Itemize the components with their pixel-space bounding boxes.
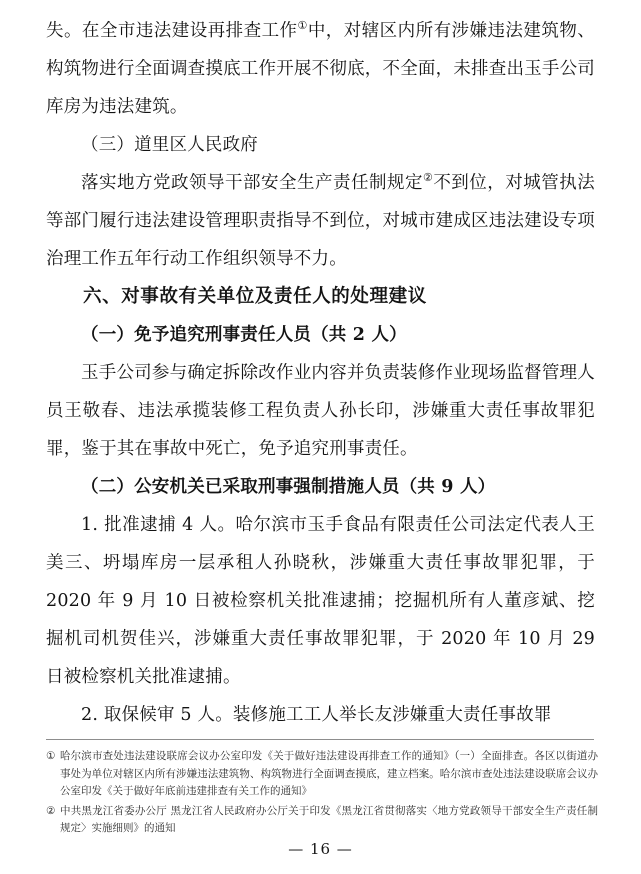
footnote-ref-1: ① xyxy=(297,19,308,33)
subsection-heading-two: （二）公安机关已采取刑事强制措施人员（共 9 人） xyxy=(81,477,496,497)
paragraph-8: 1. 批准逮捕 4 人。哈尔滨市玉手食品有限责任公司法定代表人王美三、坍塌库房一层承租人孙晓秋，涉嫌重大责任事故罪犯罪，于 2020 年 9 月 10 日被检察机关批准逮捕；挖掘机所有人董彦斌、挖掘机司机贺佳兴，涉嫌重大责任事故罪犯罪，于 2020 年 10 月 29 日被检察机关批准逮捕。 xyxy=(46,515,595,687)
footnote-2 xyxy=(46,803,598,838)
footnote-area xyxy=(46,748,598,840)
footnote-marker-1: ① xyxy=(46,750,56,762)
paragraph-1: 失。在全市违法建设再排查工作①中，对辖区内所有涉嫌违法建筑物、构筑物进行全面调查摸底工作开展不彻底，不全面，未排查出玉手公司库房为违法建筑。 xyxy=(46,19,595,117)
section-heading-six: 六、对事故有关单位及责任人的处理建议 xyxy=(83,286,427,307)
document-body xyxy=(46,12,595,734)
footnote-ref-2: ② xyxy=(422,171,434,185)
paragraph-9: 2. 取保候审 5 人。装修施工工人举长友涉嫌重大责任事故罪 xyxy=(81,705,552,725)
footnote-1 xyxy=(46,748,598,801)
footnote-text-2: 中共黑龙江省委办公厅 黑龙江省人民政府办公厅关于印发《黑龙江省贯彻落实〈地方党政领导干部安全生产责任制规定〉实施细则》的通知 xyxy=(60,804,598,834)
page-number: — 16 — xyxy=(288,840,353,858)
footnote-divider xyxy=(46,739,594,740)
paragraph-3: 落实地方党政领导干部安全生产责任制规定②不到位，对城管执法等部门履行违法建设管理职责指导不到位，对城市建成区违法建设专项治理工作五年行动工作组织领导不力。 xyxy=(46,171,595,269)
footnote-marker-2: ② xyxy=(46,804,56,817)
paragraph-6: 玉手公司参与确定拆除改作业内容并负责装修作业现场监督管理人员王敬春、违法承揽装修工程负责人孙长印，涉嫌重大责任事故罪犯罪，鉴于其在事故中死亡，免予追究刑事责任。 xyxy=(46,363,595,459)
paragraph-2: （三）道里区人民政府 xyxy=(81,135,258,155)
footnote-text-1: 哈尔滨市查处违法建设联席会议办公室印发《关于做好违法建设再排查工作的通知》（一）全面排查。各区以街道办事处为单位对辖区内所有涉嫌违法建筑物、构筑物进行全面调查摸底，建立档案。哈尔滨市查处违法建设联席会议办公室印发《关于做好年底前违建排查有关工作的通知》 xyxy=(60,750,598,797)
subsection-heading-one: （一）免予追究刑事责任人员（共 2 人） xyxy=(81,325,407,345)
